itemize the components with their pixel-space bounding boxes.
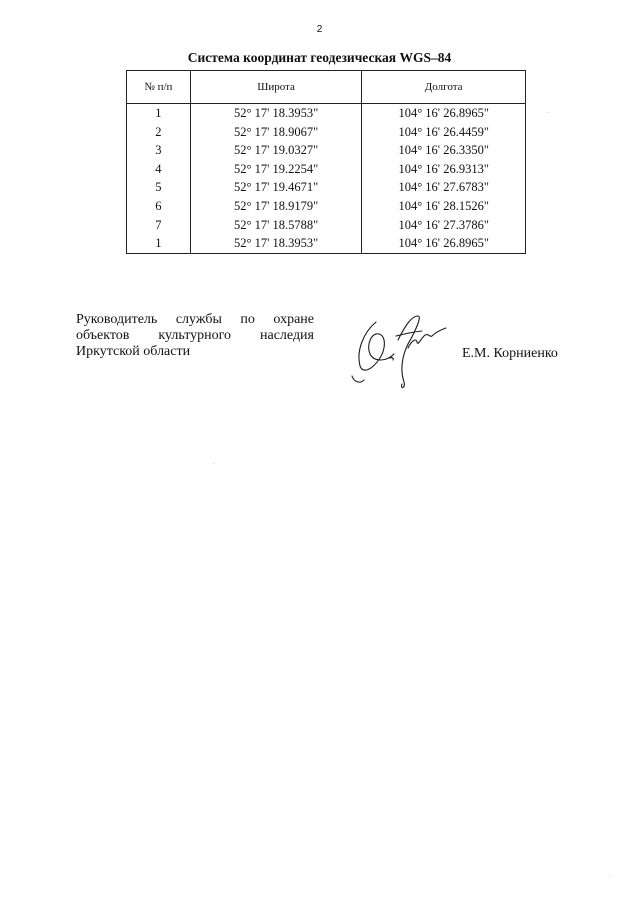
scan-speck (547, 112, 548, 113)
cell-longitude: 104° 16' 26.3350" (362, 141, 526, 160)
cell-longitude: 104° 16' 26.9313" (362, 160, 526, 179)
header-longitude: Долгота (362, 71, 526, 104)
handwritten-signature-icon (346, 310, 456, 392)
position-line: объектов культурного наследия (76, 328, 314, 343)
cell-number: 1 (127, 234, 191, 253)
cell-latitude: 52° 17' 19.2254" (190, 160, 362, 179)
cell-longitude: 104° 16' 26.8965" (362, 234, 526, 253)
cell-latitude: 52° 17' 18.9179" (190, 197, 362, 216)
table-row (127, 197, 526, 216)
table-row (127, 234, 526, 253)
page-number: 2 (316, 24, 323, 35)
cell-latitude: 52° 17' 19.4671" (190, 178, 362, 197)
table-row (127, 178, 526, 197)
table-title: Система координат геодезическая WGS–84 (187, 50, 452, 65)
table-row (127, 160, 526, 179)
cell-longitude: 104° 16' 28.1526" (362, 197, 526, 216)
cell-latitude: 52° 17' 18.5788" (190, 216, 362, 235)
position-line: Иркутской области (76, 344, 191, 359)
cell-longitude: 104° 16' 27.3786" (362, 216, 526, 235)
table-row (127, 104, 526, 123)
header-number: № п/п (127, 71, 191, 104)
cell-latitude: 52° 17' 18.3953" (190, 104, 362, 123)
table-row (127, 123, 526, 142)
scan-speck (213, 463, 214, 464)
cell-number: 5 (127, 178, 191, 197)
cell-latitude: 52° 17' 18.3953" (190, 234, 362, 253)
cell-longitude: 104° 16' 26.4459" (362, 123, 526, 142)
cell-latitude: 52° 17' 19.0327" (190, 141, 362, 160)
cell-number: 3 (127, 141, 191, 160)
header-latitude: Широта (190, 71, 362, 104)
table-row (127, 141, 526, 160)
cell-number: 1 (127, 104, 191, 123)
cell-number: 2 (127, 123, 191, 142)
scan-speck (610, 876, 611, 877)
signer-name: Е.М. Корниенко (462, 346, 558, 361)
cell-latitude: 52° 17' 18.9067" (190, 123, 362, 142)
cell-longitude: 104° 16' 27.6783" (362, 178, 526, 197)
coordinates-table (126, 70, 526, 254)
cell-number: 7 (127, 216, 191, 235)
position-line: Руководитель службы по охране (76, 312, 314, 327)
cell-number: 6 (127, 197, 191, 216)
cell-longitude: 104° 16' 26.8965" (362, 104, 526, 123)
table-row (127, 216, 526, 235)
cell-number: 4 (127, 160, 191, 179)
signer-position (76, 312, 314, 360)
table-header-row (127, 71, 526, 104)
